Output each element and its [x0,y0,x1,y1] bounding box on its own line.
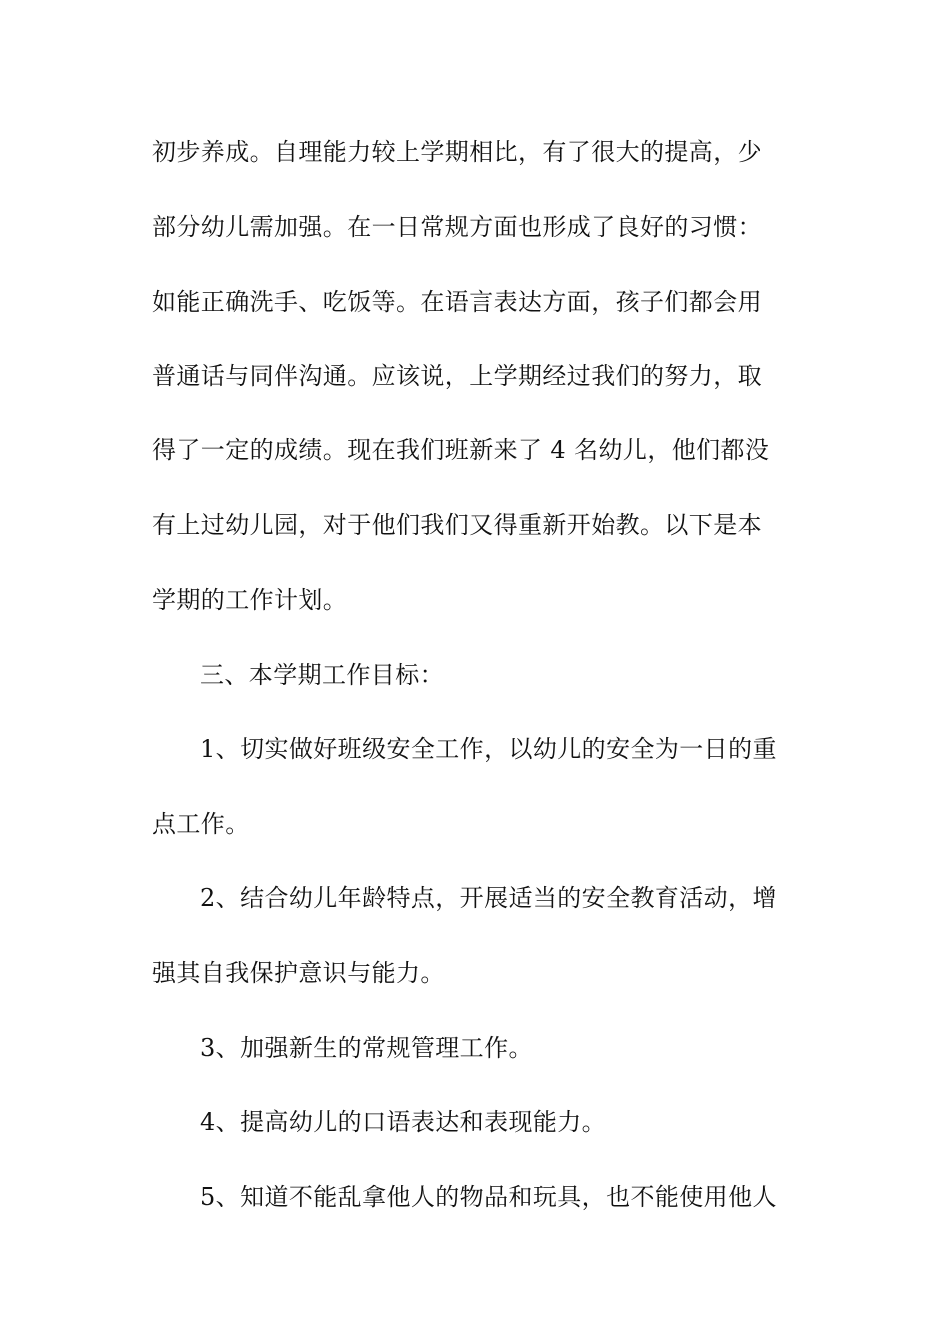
list-item-line: 5、知道不能乱拿他人的物品和玩具，也不能使用他人 [200,1183,777,1211]
list-item-line: 点工作。 [152,810,250,838]
paragraph-line: 有上过幼儿园，对于他们我们又得重新开始教。以下是本 [152,511,762,539]
paragraph-line: 得了一定的成绩。现在我们班新来了 4 名幼儿，他们都没 [152,436,770,464]
list-item-line: 强其自我保护意识与能力。 [152,959,445,987]
paragraph-line: 初步养成。自理能力较上学期相比，有了很大的提高，少 [152,138,762,166]
paragraph-line: 如能正确洗手、吃饭等。在语言表达方面，孩子们都会用 [152,288,762,316]
list-item-line: 2、结合幼儿年龄特点，开展适当的安全教育活动，增 [200,884,777,912]
list-item-line: 4、提高幼儿的口语表达和表现能力。 [200,1108,607,1136]
paragraph-line: 学期的工作计划。 [152,586,348,614]
paragraph-line: 普通话与同伴沟通。应该说，上学期经过我们的努力，取 [152,362,762,390]
paragraph-line: 部分幼儿需加强。在一日常规方面也形成了良好的习惯： [152,213,762,241]
list-item-line: 1、切实做好班级安全工作，以幼儿的安全为一日的重 [200,735,777,763]
list-item-line: 3、加强新生的常规管理工作。 [200,1034,533,1062]
section-heading: 三、本学期工作目标： [200,661,444,689]
